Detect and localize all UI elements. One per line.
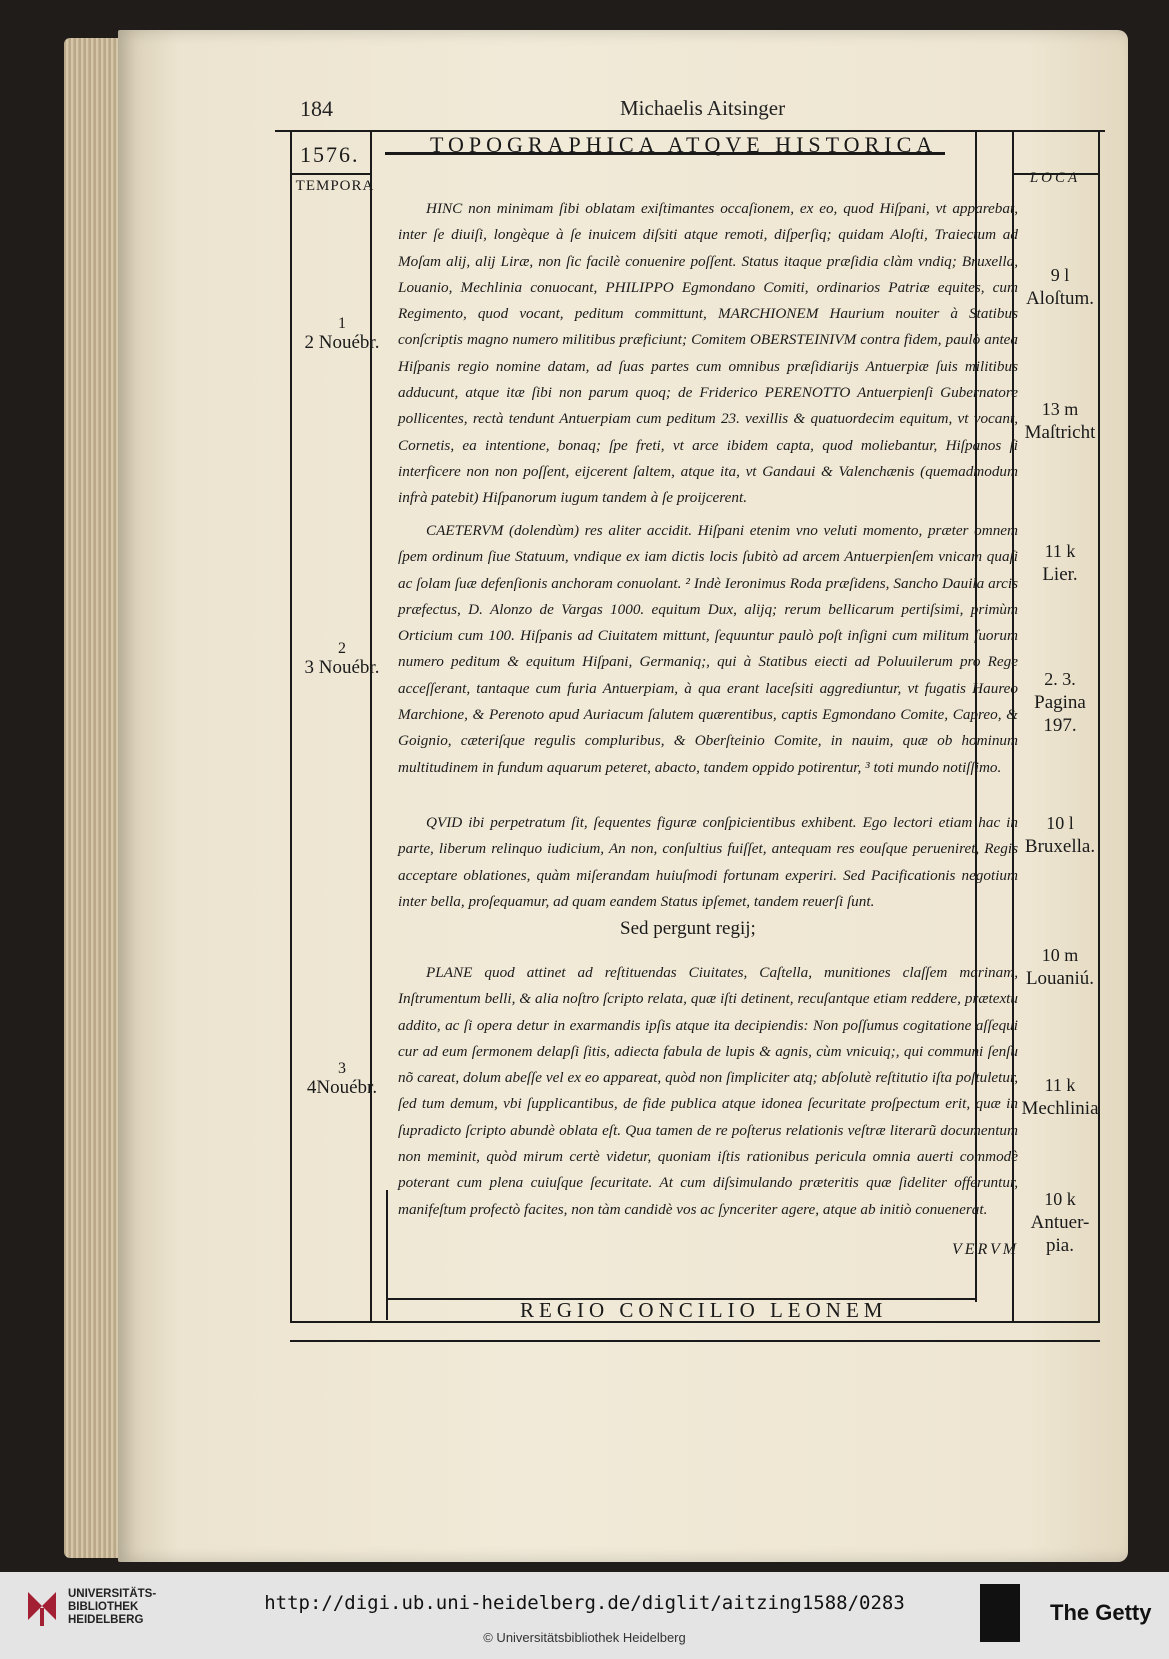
- place-note: 11 k Lier.: [1042, 541, 1078, 585]
- date-note: 2 3 Nouébr.: [304, 640, 380, 678]
- library-name: UNIVERSITÄTS- BIBLIOTHEK HEIDELBERG: [68, 1588, 157, 1626]
- place-note: 10 m Louaniú.: [1025, 945, 1095, 989]
- catchword: VERVM: [952, 1241, 1020, 1258]
- running-head-author: Michaelis Aitsinger: [620, 96, 786, 120]
- paragraph: HINC non minimam ſibi oblatam exiſtimantes occaſionem, ex eo, quod Hiſpani, vt apparebat, inter ſe diuiſi, longèque à ſe inuicem diſsiti atque remoti, diſperſiq; quidam Aloſti, Traiectum ad Moſam alij, alij Liræ, non ſic facilè conuenire poſſent. Status itaque præſidia clàm vndiq; Bruxella, Louanio, Mechlinia conuocant, PHILIPPO Egmondano Comiti, ordinarios Patriæ equites, cum Regimento, quod vocant, peditum committunt, MARCHIONEM Haurium nouiter à Statibus conſcriptis magno numero militibus præficiunt; Comitem OBERSTEINIVM contra fidem, paulò antea Hiſpanis regio nomine datam, ad ſuas partes cum omnibus præſidiarijs Antuerpiæ ſuis militibus adducunt, atque itæ ſibi non parum quoq; de Friderico PERENOTTO Antuerpienſi Gubernatore pollicentes, rectà tendunt Antuerpiam cum peditum 23. vexillis & quatuordecim equitum, vt vocant, Cornetis, ea intentione, bonaq; ſpe freti, vt arce ibidem capta, quod moliebantur, Hiſpanos ſi interficere non non poſſent, eijcerent ſaltem, atque ita, vt Gandaui & Valenchænis (quemadmodum infrà patebit) Hiſpanorum iugum tandem à ſe proijcerent.: [398, 200, 1018, 507]
- year: 1576.: [300, 142, 360, 167]
- subheading: Sed pergunt regij;: [620, 918, 756, 939]
- page-number: 184: [300, 96, 333, 121]
- place-note: 2. 3. Pagina 197.: [1034, 669, 1086, 737]
- paragraph: PLANE quod attinet ad reſtituendas Ciuitates, Caſtella, munitiones claſſem marinam, Inſtrumentum belli, & alia noſtro ſcripto relata, quæ iſti detinent, recuſantque etiam reddere, prætextu addito, ac ſi opera detur in exarmandis ipſis atque ita decipiendis: Non poſſumus cogitatione aſſequi cur ad eum ſermonem delapſi ſitis, adiecta fabula de lupis & agnis, cùm vnicuiq;, qui communi ſenſu nõ careat, dolum abeſſe vel ex eo appareat, quòd non ſimpliciter atq; abſolutè reſtitutio iſta poſtuletur, ſed tum demum, vbi ſupplicantibus, de fide publica atque idonea ſecuritate proſpectum erit, quæ in ſupradicto ſcripto abundè oblata eſt. Qua tamen de re poſterus relationis veſtræ literarũ documentum non meminit, quòd mirum certè videtur, quoniam iſtis rationibus pericula omnia auerti commodè poterant cum plena cuiuſque ſecuritate. At cum diſsimulando præteritis quæ ſideliter offeruntur, manifeſtum profectò facites, non tàm candidè vos ac ſynceriter agere, atque ab initiò conuenerat.: [398, 964, 1018, 1218]
- permalink-url[interactable]: http://digi.ub.uni-heidelberg.de/diglit/aitzing1588/0283: [264, 1592, 905, 1614]
- paragraph: CAETERVM (dolendùm) res aliter accidit. Hiſpani etenim vno veluti momento, præter omnem ſpem ordinum ſiue Statuum, vndique ex iam dictis locis ſubitò ad arcem Antuerpienſem vnicam quaſi ac ſolam ſuæ defenſionis anchoram conuolant. ² Indè Ieronimus Roda præſidens, Sancho Dauila arcis præfectus, D. Alonzo de Vargas 1000. equitum Dux, alijq; rerum bellicarum pertiſsimi, primùm Orticium cum 100. Hiſpanis ad Ciuitatem mittunt, ſequuntur paulò poſt inſigni cum militum ſuorum numero peditum & equitum Hiſpani, Germaniq;, qui à Statibus eiecti ad Poluuilerum pro Rege acceſſerant, tantaque cum furia Antuerpiam, à qua erant laceſsiti aggrediuntur, vt fugatis Haureo Marchione, & Perenoto apud Auriacum ſalutem quærentibus, captis Egmondano Comite, Capreo, & Goignio, cæteriſque regulis compluribus, & Oberſteinio Comite, in nauim, quæ ob hominum multitudinem in fundum aquarum peteret, abacto, tandem oppido potirentur, ³ toti mundo notiſſimo.: [398, 522, 1018, 776]
- tempora-column-header: TEMPORA: [295, 178, 375, 194]
- running-foot: REGIO CONCILIO LEONEM: [520, 1298, 888, 1322]
- place-note: 10 k Antuer-pia.: [1030, 1189, 1090, 1257]
- date-note: 1 2 Nouébr.: [304, 315, 380, 353]
- place-note: 10 l Bruxella.: [1024, 813, 1096, 857]
- getty-logo-icon: [980, 1584, 1020, 1642]
- page-title: TOPOGRAPHICA ATQVE HISTORICA: [430, 132, 938, 157]
- place-note: 13 m Maſtricht: [1024, 399, 1096, 443]
- loca-column-header: LOCA: [1029, 170, 1081, 186]
- place-note: 11 k Mechlinia: [1021, 1075, 1099, 1119]
- paragraph: QVID ibi perpetratum ſit, ſequentes figuræ conſpicientibus exhibent. Ego lectori etiam hac in parte, liberum relinquo iudicium, An non, conſultius fuiſſet, antequam res eouſque perueniret, Regis acceptare oblationes, quàm miſerandam huiuſmodi fortunam experiri. Sed Pacificationis negotium inter bella, proſequamur, ad quam eandem Status ipſemet, tandem reuerſi ſunt.: [398, 814, 1018, 910]
- date-note: 3 4Nouébr.: [306, 1060, 378, 1098]
- partner-name: The Getty: [1050, 1600, 1152, 1625]
- viewer-footer: [0, 1572, 1169, 1659]
- place-note: 9 l Aloſtum.: [1025, 265, 1095, 309]
- copyright-notice: © Universitätsbibliothek Heidelberg: [483, 1630, 686, 1645]
